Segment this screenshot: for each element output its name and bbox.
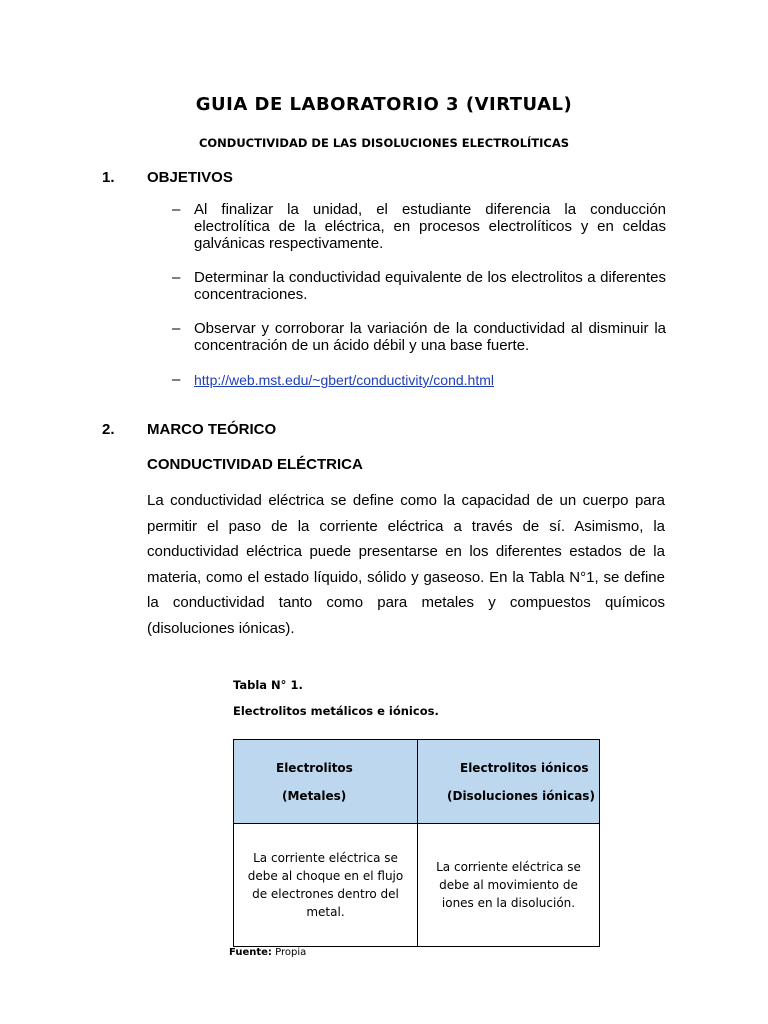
bullet-dash: –: [172, 269, 181, 286]
header-line: Electrolitos iónicos: [460, 760, 589, 775]
table-cell: [234, 824, 418, 947]
electrolytes-table: [233, 739, 600, 947]
table-caption: Electrolitos metálicos e iónicos.: [233, 704, 439, 718]
table-source: [229, 947, 306, 958]
header-line: (Metales): [282, 788, 347, 803]
source-label: Fuente:: [229, 947, 272, 958]
bullet-dash: –: [172, 371, 181, 388]
section-2-subheading: CONDUCTIVIDAD ELÉCTRICA: [147, 456, 363, 473]
section-1-number: 1.: [102, 169, 115, 186]
table-header-row: [234, 740, 600, 824]
table-cell: [418, 824, 600, 947]
objective-item: Observar y corroborar la variación de la conductividad al disminuir la concentración de un ácido débil y una base fuerte.: [194, 320, 666, 354]
bullet-dash: –: [172, 320, 181, 337]
section-2-heading: MARCO TEÓRICO: [147, 421, 277, 438]
source-value: Propia: [275, 947, 307, 958]
body-paragraph: La conductividad eléctrica se define como la capacidad de un cuerpo para permitir el paso de la corriente eléctrica a través de sí. Asimismo, la conductividad eléctrica puede presentarse en los diferentes estados de la materia, como el estado líquido, sólido y gaseoso. En la Tabla N°1, se define la conductividad tanto como para metales y compuestos químicos (disoluciones iónicas).: [147, 492, 665, 637]
header-line: (Disoluciones iónicas): [447, 788, 595, 803]
table-header-cell: [418, 740, 600, 824]
header-line: Electrolitos: [276, 760, 353, 775]
reference-link[interactable]: http://web.mst.edu/~gbert/conductivity/cond.html: [194, 372, 494, 388]
section-1-heading: OBJETIVOS: [147, 169, 233, 186]
objective-item: Determinar la conductividad equivalente de los electrolitos a diferentes concentraciones.: [194, 269, 666, 303]
table-header-cell: [234, 740, 418, 824]
cell-text: La corriente eléctrica se debe al movimiento de iones en la disolución.: [436, 860, 581, 910]
bullet-dash: –: [172, 201, 181, 218]
objective-item: Al finalizar la unidad, el estudiante diferencia la conducción electrolítica de la eléctrica, en procesos electrolíticos y en celdas galvánicas respectivamente.: [194, 201, 666, 252]
document-title: GUIA DE LABORATORIO 3 (VIRTUAL): [195, 94, 573, 115]
cell-text: La corriente eléctrica se debe al choque en el flujo de electrones dentro del metal.: [247, 851, 404, 919]
document-subtitle: CONDUCTIVIDAD DE LAS DISOLUCIONES ELECTROLÍTICAS: [198, 136, 570, 150]
section-2-number: 2.: [102, 421, 115, 438]
table-label: Tabla N° 1.: [233, 678, 303, 692]
table-row: [234, 824, 600, 947]
